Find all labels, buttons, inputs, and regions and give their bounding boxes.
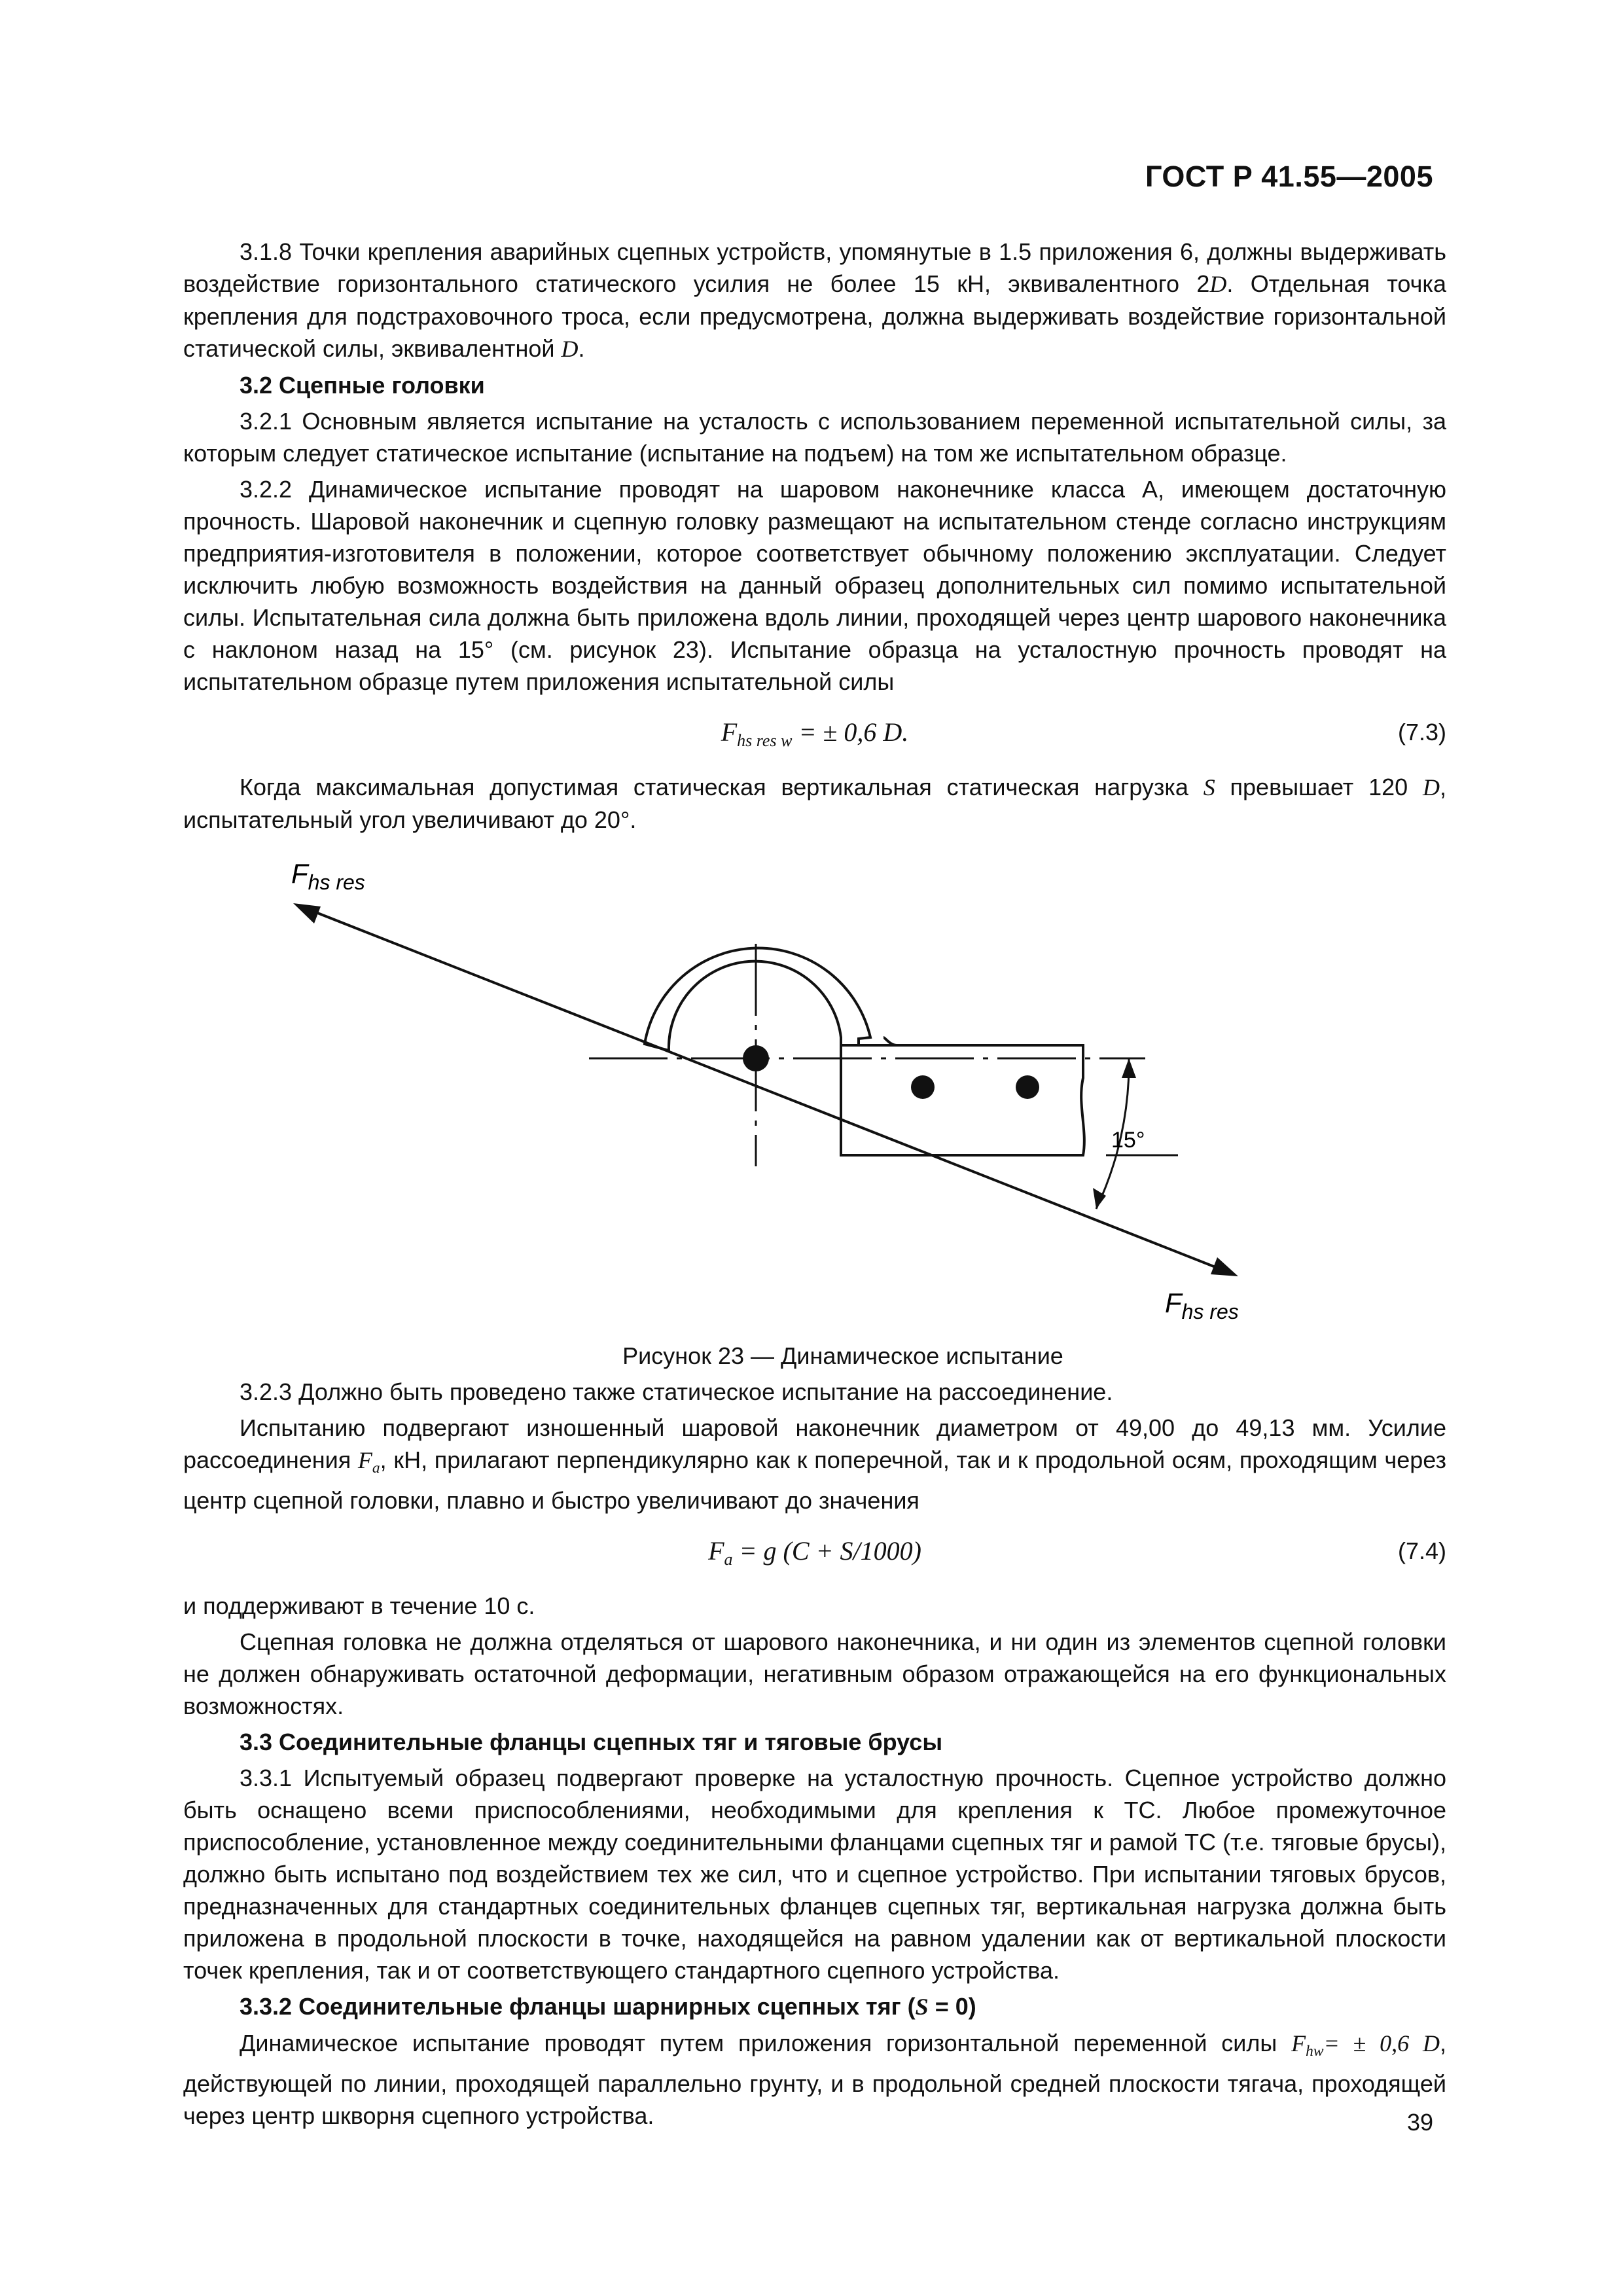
- paragraph-worn-ball: Испытанию подвергают изношенный шаровой наконечник диаметром от 49,00 до 49,13 мм. Усилие рассоединения $F_a$, кН, прилагают перпендикулярно как к поперечной, так и к продольной осям, проходящим через центр сцепной головки, плавно и быстро увеличивают до значения: [183, 1414, 1446, 1515]
- math-symbol: F: [1291, 2030, 1306, 2057]
- mount-hole: [911, 1075, 935, 1099]
- equation-number: (7.3): [1397, 719, 1446, 745]
- figure-diagram: [183, 842, 1446, 1340]
- arrow-head-bottom: [1211, 1257, 1238, 1276]
- heading-3-3-2: 3.3.2 Соединительные фланцы шарнирных сцепных тяг (S = 0): [240, 1993, 976, 2020]
- equation-formula: $F_{hs res w}$ = ± 0,6 D.: [721, 717, 909, 750]
- paragraph-3-1-8: 3.1.8 Точки крепления аварийных сцепных устройств, упомянутые в 1.5 приложения 6, должны выдерживать воздействие горизонтального статического усилия не более 15 кН, эквивалентного 2D. Отдельная точка крепления для подстраховочного троса, если предусмотрена, должна выдерживать воздействие горизонтальной статической силы, эквивалентной D.: [183, 238, 1446, 362]
- paragraph-3-2-3: 3.2.3 Должно быть проведено также статическое испытание на рассоединение.: [240, 1378, 1113, 1405]
- heading-3-2: 3.2 Сцепные головки: [240, 372, 485, 399]
- paragraph-max-load: Когда максимальная допустимая статическая вертикальная статическая нагрузка S превышает 120 D, испытательный угол увеличивают до 20°.: [183, 774, 1447, 833]
- paragraph-head: Сцепная головка не должна отделяться от шарового наконечника, и ни один из элементов сцепной головки не должен обнаруживать остаточной деформации, негативным образом отражающейся на его функциональных возможностях.: [183, 1628, 1446, 1720]
- math-symbol: F: [357, 1447, 372, 1473]
- force-label-bottom: $F_{hs res}$: [1165, 1287, 1239, 1323]
- angle-label: 15°: [1111, 1128, 1145, 1153]
- force-label-top: $F_{hs res}$: [291, 858, 365, 894]
- math-symbol: S: [1203, 774, 1215, 800]
- equation-7-4: [183, 1526, 1446, 1581]
- math-symbol: D: [1423, 774, 1440, 800]
- figure-23: [183, 842, 1446, 1340]
- equation-number: (7.4): [1397, 1537, 1446, 1565]
- coupling-head-arc: [645, 948, 870, 1050]
- document-header: ГОСТ Р 41.55—2005: [1145, 160, 1433, 193]
- paragraph-3-2-1: 3.2.1 Основным является испытание на усталость с использованием переменной испытательной силы, за которым следует статическое испытание (испытание на подъем) на том же испытательном образце.: [183, 408, 1446, 467]
- figure-caption: Рисунок 23 — Динамическое испытание: [622, 1342, 1063, 1369]
- paragraph-hold: и поддерживают в течение 10 с.: [183, 1592, 535, 1620]
- paragraph-3-3-2: Динамическое испытание проводят путем приложения горизонтальной переменной силы $F_{hw}= \pm 0,6$ D, действующей по линии, проходящей параллельно грунту, и в продольной средней плоскости тягача, проходящей через центр шкворня сцепного устройства.: [183, 2030, 1446, 2130]
- equation-7-3: [183, 707, 1446, 762]
- math-symbol: D: [561, 336, 579, 362]
- paragraph-3-2-2: 3.2.2 Динамическое испытание проводят на шаровом наконечнике класса А, имеющем достаточную прочность. Шаровой наконечник и сцепную головку размещают на испытательном стенде согласно инструкциям предприятия-изготовителя в положении, которое соответствует обычному положению эксплуатации. Следует исключить любую возможность воздействия на данный образец дополнительных сил помимо испытательной силы. Испытательная сила должна быть приложена вдоль линии, проходящей через центр шарового наконечника с наклоном назад на 15° (см. рисунок 23). Испытание образца на усталостную прочность проводят на испытательном образце путем приложения испытательной силы: [183, 476, 1446, 695]
- page-number: 39: [1406, 2109, 1433, 2136]
- paragraph-3-3-1: 3.3.1 Испытуемый образец подвергают проверке на усталостную прочность. Сцепное устройство должно быть оснащено всеми приспособлениями, необходимыми для крепления к ТС. Любое промежуточное приспособление, установленное между соединительными фланцами сцепных тяг и рамой ТС (т.е. тяговые брусы), должно быть испытано под воздействием тех же сил, что и сцепное устройство. При испытании тяговых брусов, предназначенных для стандартных соединительных фланцев сцепных тяг, вертикальная нагрузка должна быть приложена в продольной плоскости в точке, находящейся на равном удалении как от вертикальной плоскости точек крепления, так и от соответствующего стандартного сцепного устройства.: [183, 1765, 1446, 1984]
- ball-center: [743, 1045, 769, 1071]
- mount-hole: [1016, 1075, 1039, 1099]
- equation-formula: $F_a = g$ (C + S/1000): [708, 1536, 921, 1569]
- math-symbol: S: [915, 1994, 929, 2020]
- coupling-body: [841, 1037, 1084, 1155]
- heading-3-3: 3.3 Соединительные фланцы сцепных тяг и тяговые брусы: [240, 1729, 943, 1756]
- arrow-head-top: [293, 903, 321, 924]
- document-body: [183, 236, 1446, 2136]
- math-symbol: D: [1209, 271, 1227, 297]
- angle-arrow: [1122, 1058, 1136, 1078]
